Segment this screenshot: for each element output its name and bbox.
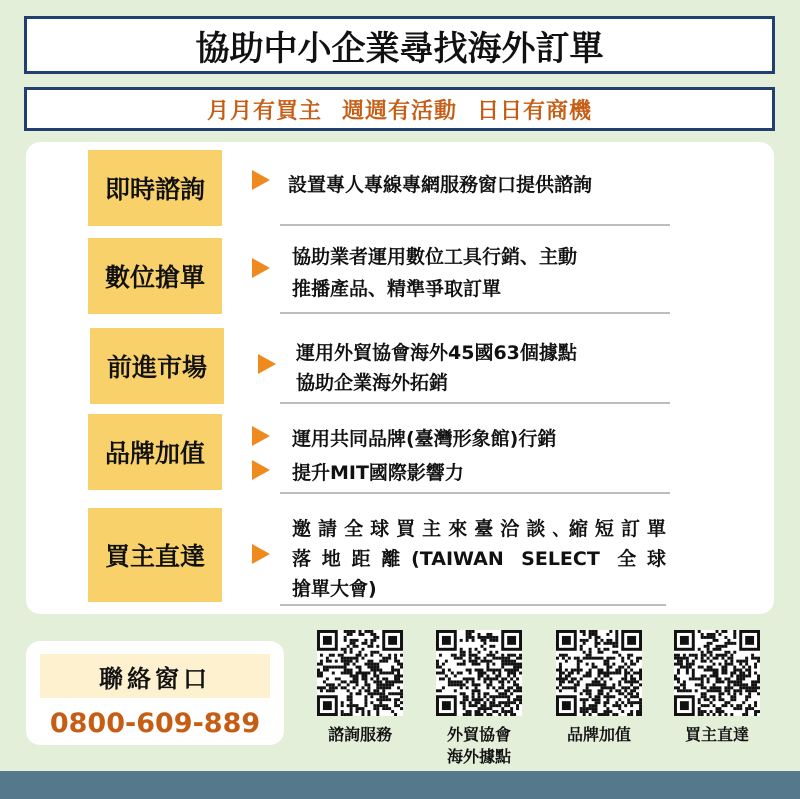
qr-caption bbox=[657, 724, 777, 746]
contact-box bbox=[26, 641, 284, 745]
play-arrow-icon bbox=[252, 460, 270, 480]
page-title bbox=[24, 16, 775, 74]
service-desc-line: 邀請全球買主來臺洽談､縮短訂單 bbox=[292, 518, 666, 540]
divider bbox=[280, 492, 670, 494]
service-label-buyer: 買主直達 bbox=[88, 508, 222, 602]
play-arrow-icon bbox=[252, 544, 270, 564]
qr-caption bbox=[419, 724, 539, 768]
divider bbox=[280, 312, 670, 314]
play-arrow-icon bbox=[252, 258, 270, 278]
services-panel bbox=[26, 142, 774, 614]
service-label-market: 前進市場 bbox=[90, 328, 224, 404]
play-arrow-icon bbox=[258, 354, 276, 374]
divider bbox=[280, 224, 670, 226]
contact-label: 聯絡窗口 bbox=[40, 654, 270, 698]
qr-code-icon[interactable] bbox=[674, 630, 760, 716]
service-label-consult: 即時諮詢 bbox=[88, 150, 222, 226]
page-title-text: 協助中小企業尋找海外訂單 bbox=[195, 28, 604, 69]
qr-caption bbox=[539, 724, 659, 746]
service-desc-line: 協助業者運用數位工具行銷、主動 bbox=[292, 246, 578, 268]
play-arrow-icon bbox=[252, 426, 270, 446]
qr-caption bbox=[300, 724, 420, 746]
slogan-2: 週週有活動 bbox=[341, 98, 457, 124]
divider bbox=[280, 402, 670, 404]
service-desc-line: 協助企業海外拓銷 bbox=[296, 372, 449, 394]
qr-caption-line: 諮詢服務 bbox=[327, 725, 392, 744]
play-arrow-icon bbox=[252, 170, 270, 190]
service-desc-line: 提升MIT國際影響力 bbox=[292, 462, 464, 484]
slogan-3: 日日有商機 bbox=[477, 98, 593, 124]
qr-caption-line: 品牌加值 bbox=[566, 725, 631, 744]
qr-code-icon[interactable] bbox=[436, 630, 522, 716]
service-desc-line: 設置專人專線專網服務窗口提供諮詢 bbox=[288, 174, 593, 196]
qr-caption-line: 外貿協會 bbox=[446, 725, 511, 744]
slogan-1: 月月有買主 bbox=[206, 98, 322, 124]
slogan-banner bbox=[24, 87, 775, 131]
service-label-digital: 數位搶單 bbox=[88, 238, 222, 314]
divider bbox=[280, 604, 666, 606]
contact-phone[interactable]: 0800-609-889 bbox=[49, 707, 261, 739]
qr-caption-line: 買主直達 bbox=[684, 725, 749, 744]
service-label-brand: 品牌加值 bbox=[88, 414, 222, 490]
service-desc-line: 落地距離(TAIWAN SELECT 全球 bbox=[292, 548, 666, 570]
service-desc-line: 搶單大會) bbox=[292, 578, 377, 600]
qr-caption-line: 海外據點 bbox=[446, 747, 511, 766]
qr-code-icon[interactable] bbox=[317, 630, 403, 716]
service-desc-line: 推播產品、精準爭取訂單 bbox=[292, 278, 502, 300]
qr-code-icon[interactable] bbox=[556, 630, 642, 716]
service-desc-line: 運用共同品牌(臺灣形象館)行銷 bbox=[292, 428, 557, 450]
service-desc-line: 運用外貿協會海外45國63個據點 bbox=[296, 342, 577, 364]
footer-bar bbox=[0, 771, 800, 799]
